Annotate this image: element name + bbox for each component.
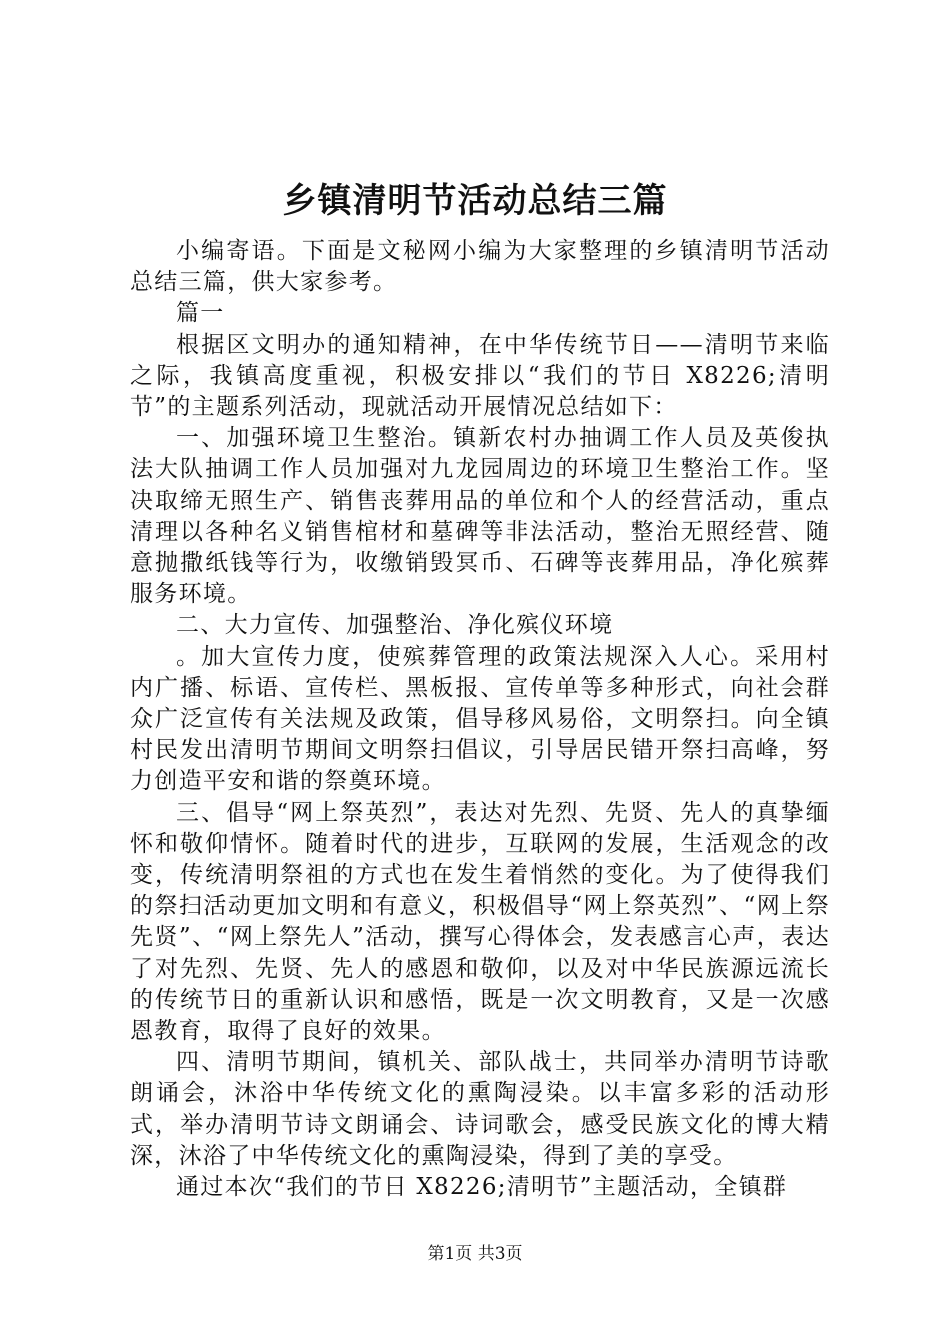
paragraph: 一、加强环境卫生整治。镇新农村办抽调工作人员及英俊执法大队抽调工作人员加强对九龙园周边的环境卫生整治工作。坚决取缔无照生产、销售丧葬用品的单位和个人的经营活动，重点清理以各种名义销售棺材和墓碑等非法活动，整治无照经营、随意抛撒纸钱等行为，收缴销毁冥币、石碑等丧葬用品，净化殡葬服务环境。: [130, 425, 830, 608]
document-body: [130, 236, 830, 1203]
document-title: 乡镇清明节活动总结三篇: [282, 181, 668, 221]
paragraph: 二、大力宣传、加强整治、净化殡仪环境: [176, 612, 614, 639]
paragraph: 通过本次“我们的节日 X8226;清明节”主题活动，全镇群: [176, 1174, 788, 1201]
paragraph: 根据区文明办的通知精神，在中华传统节日——清明节来临之际，我镇高度重视，积极安排以“我们的节日 X8226;清明节”的主题系列活动，现就活动开展情况总结如下：: [130, 331, 830, 421]
page-footer: 第1页 共3页: [427, 1244, 523, 1264]
paragraph: 四、清明节期间，镇机关、部队战士，共同举办清明节诗歌朗诵会，沐浴中华传统文化的熏陶浸染。以丰富多彩的活动形式，举办清明节诗文朗诵会、诗词歌会，感受民族文化的博大精深，沐浴了中华传统文化的熏陶浸染，得到了美的享受。: [130, 1049, 830, 1169]
paragraph: 三、倡导“网上祭英烈”，表达对先烈、先贤、先人的真挚缅怀和敬仰情怀。随着时代的进步，互联网的发展，生活观念的改变，传统清明祭祖的方式也在发生着悄然的变化。为了使得我们的祭扫活动更加文明和有意义，积极倡导“网上祭英烈”、“网上祭先贤”、“网上祭先人”活动，撰写心得体会，发表感言心声，表达了对先烈、先贤、先人的感恩和敬仰，以及对中华民族源远流长的传统节日的重新认识和感悟，既是一次文明教育，又是一次感恩教育，取得了良好的效果。: [130, 799, 830, 1045]
paragraph: 。加大宣传力度，使殡葬管理的政策法规深入人心。采用村内广播、标语、宣传栏、黑板报、宣传单等多种形式，向社会群众广泛宣传有关法规及政策，倡导移风易俗，文明祭扫。向全镇村民发出清明节期间文明祭扫倡议，引导居民错开祭扫高峰，努力创造平安和谐的祭奠环境。: [130, 643, 830, 795]
paragraph-intro: 小编寄语。下面是文秘网小编为大家整理的乡镇清明节活动总结三篇，供大家参考。: [130, 238, 830, 296]
paragraph-section-heading: 篇一: [176, 300, 225, 327]
